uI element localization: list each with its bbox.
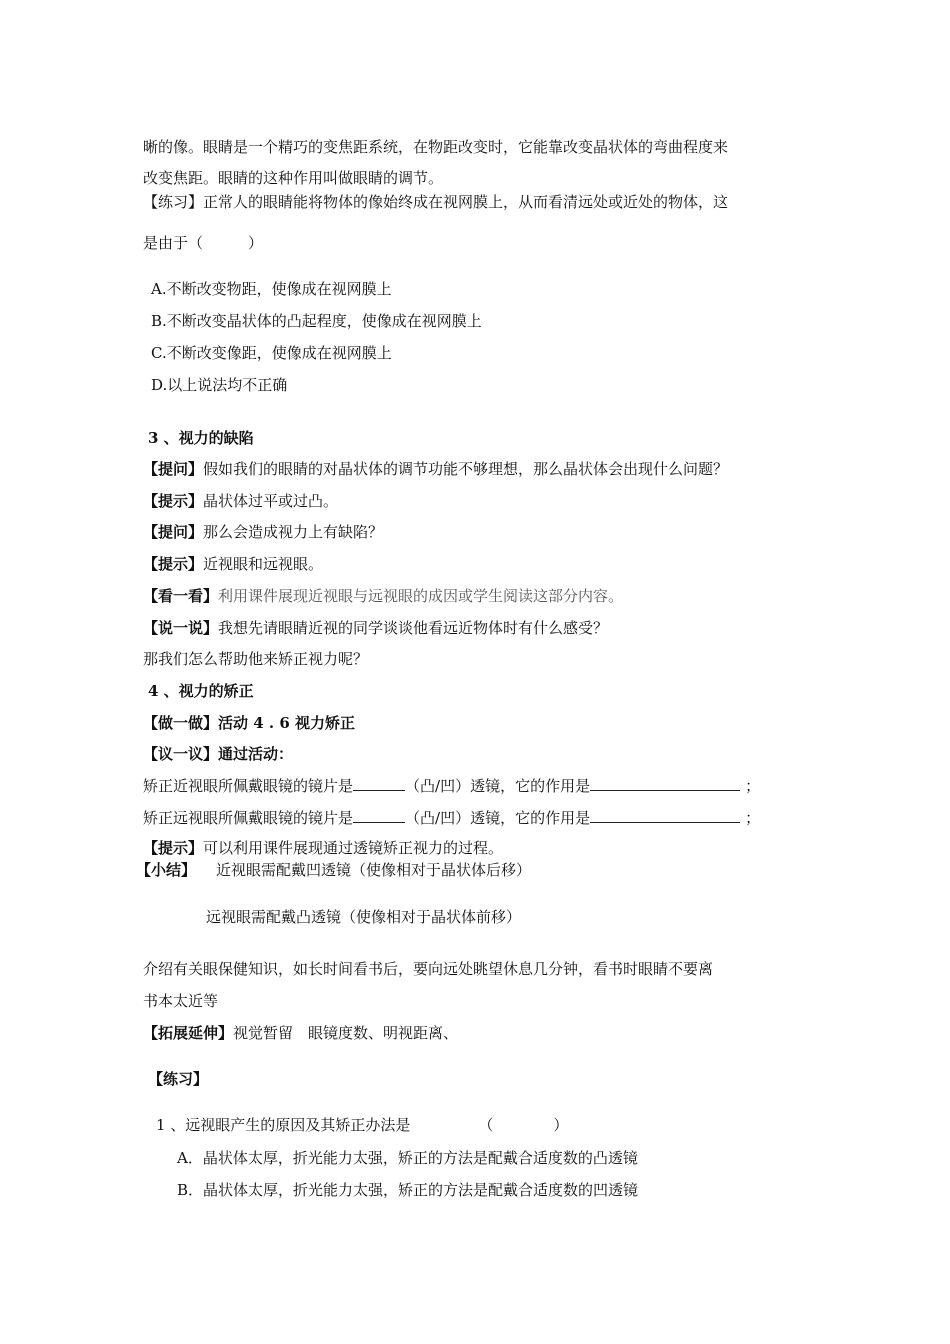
fill-text: 矫正近视眼所佩戴眼镜的镜片是 bbox=[143, 777, 354, 795]
item-tag: 【做一做】 bbox=[143, 714, 219, 732]
item-text: 近视眼需配戴凹透镜（使像相对于晶状体后移） bbox=[216, 861, 532, 879]
question-line bbox=[156, 1114, 568, 1136]
answer-blank[interactable] bbox=[353, 808, 405, 823]
fill-text: （凸/凹）透镜，它的作用是 bbox=[405, 809, 591, 827]
answer-blank[interactable] bbox=[590, 808, 740, 823]
answer-blank[interactable] bbox=[353, 776, 405, 791]
item-text: 通过活动： bbox=[218, 745, 294, 763]
qa-item bbox=[143, 458, 728, 480]
paragraph-line: 晰的像。眼睛是一个精巧的变焦距系统，在物距改变时，它能靠改变晶状体的弯曲程度来 bbox=[143, 138, 729, 156]
item-text: 活动 4 . 6 视力矫正 bbox=[218, 714, 356, 732]
answer-blank[interactable] bbox=[590, 776, 740, 791]
item-tag: 【小结】 bbox=[136, 861, 197, 879]
qa-item bbox=[143, 553, 323, 575]
qa-item bbox=[143, 617, 608, 639]
qa-item bbox=[143, 585, 623, 607]
discuss-line bbox=[143, 743, 293, 765]
option-b: B.不断改变晶状体的凸起程度，使像成在视网膜上 bbox=[151, 312, 482, 330]
item-tag: 【看一看】 bbox=[143, 587, 219, 605]
item-tag: 【提示】 bbox=[143, 492, 204, 510]
fill-in-line bbox=[143, 807, 760, 829]
item-tag: 【提示】 bbox=[143, 839, 204, 857]
fill-text: 矫正远视眼所佩戴眼镜的镜片是 bbox=[143, 809, 354, 827]
item-tag: 【说一说】 bbox=[143, 619, 219, 637]
item-text: 视觉暂留 眼镜度数、明视距离、 bbox=[233, 1024, 459, 1042]
item-tag: 【提问】 bbox=[143, 523, 204, 541]
option-a: A．晶状体太厚，折光能力太强，矫正的方法是配戴合适度数的凸透镜 bbox=[177, 1149, 638, 1167]
option-b: B．晶状体太厚，折光能力太强，矫正的方法是配戴合适度数的凹透镜 bbox=[177, 1181, 639, 1199]
summary-line bbox=[136, 859, 531, 881]
question-text: 是由于（ ） bbox=[143, 234, 264, 252]
qa-item bbox=[143, 521, 383, 543]
answer-paren: （ ） bbox=[478, 1116, 569, 1134]
item-tag: 【提示】 bbox=[143, 555, 204, 573]
item-tag: 【拓展延伸】 bbox=[143, 1024, 234, 1042]
paragraph-line: 那我们怎么帮助他来矫正视力呢？ bbox=[143, 650, 369, 668]
item-text: 那么会造成视力上有缺陷？ bbox=[203, 523, 384, 541]
fill-in-line bbox=[143, 775, 760, 797]
option-d: D.以上说法均不正确 bbox=[151, 376, 288, 394]
paragraph-line: 介绍有关眼保健知识，如长时间看书后，要向远处眺望休息几分钟，看书时眼睛不要离 bbox=[143, 960, 714, 978]
section-heading: 4 、视力的矫正 bbox=[148, 682, 254, 700]
paragraph-line: 书本太近等 bbox=[143, 992, 219, 1010]
hint-line bbox=[143, 837, 503, 859]
activity-line bbox=[143, 712, 355, 734]
item-text: 近视眼和远视眼。 bbox=[203, 555, 324, 573]
question-text: 1 、远视眼产生的原因及其矫正办法是 bbox=[156, 1116, 411, 1134]
fill-text: ； bbox=[745, 777, 761, 795]
section-heading: 3 、视力的缺陷 bbox=[148, 429, 254, 447]
item-tag: 【议一议】 bbox=[143, 745, 219, 763]
paragraph-line: 改变焦距。眼睛的这种作用叫做眼睛的调节。 bbox=[143, 169, 444, 187]
item-text: 利用课件展现近视眼与远视眼的成因或学生阅读这部分内容。 bbox=[218, 587, 624, 605]
summary-line: 远视眼需配戴凸透镜（使像相对于晶状体前移） bbox=[206, 908, 522, 926]
item-tag: 【提问】 bbox=[143, 460, 204, 478]
exercise-question bbox=[143, 191, 728, 213]
question-text: 正常人的眼睛能将物体的像始终成在视网膜上，从而看清远处或近处的物体，这 bbox=[203, 193, 729, 211]
qa-item bbox=[143, 490, 338, 512]
option-a: A.不断改变物距，使像成在视网膜上 bbox=[151, 280, 392, 298]
option-c: C.不断改变像距，使像成在视网膜上 bbox=[151, 344, 392, 362]
item-text: 假如我们的眼睛的对晶状体的调节功能不够理想，那么晶状体会出现什么问题？ bbox=[203, 460, 729, 478]
item-text: 晶状体过平或过凸。 bbox=[203, 492, 339, 510]
extend-line bbox=[143, 1022, 458, 1044]
fill-text: （凸/凹）透镜，它的作用是 bbox=[405, 777, 591, 795]
exercise-tag: 【练习】 bbox=[143, 193, 204, 211]
exercise-heading: 【练习】 bbox=[148, 1070, 209, 1088]
fill-text: ； bbox=[745, 809, 761, 827]
item-text: 我想先请眼睛近视的同学谈谈他看远近物体时有什么感受？ bbox=[218, 619, 609, 637]
item-text: 可以利用课件展现通过透镜矫正视力的过程。 bbox=[203, 839, 504, 857]
